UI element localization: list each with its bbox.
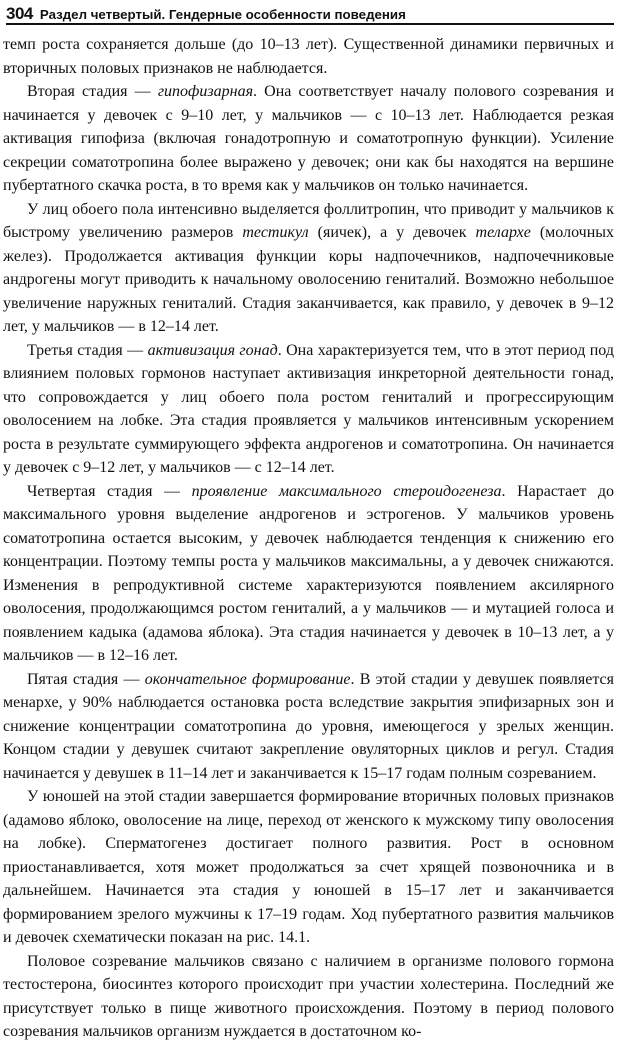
text-run: . Она характеризуется тем, что в этот период под влиянием половых гормонов наступает активизация инкреторной деятельности гонад, что сопровождается у лиц обоего пола ростом гениталий и прогрессирующим оволосением на лобке. Эта стадия проявляется у мальчиков интенсивным ускорением роста в результате суммирующего эффекта андрогенов и соматотропина. Он начинается у девочек с 9–12 лет, у мальчиков — с 12–14 лет. — [3, 341, 614, 476]
italic-term: проявление максимального стероидогенеза — [191, 482, 502, 500]
italic-term: окончательное формирование — [144, 670, 351, 688]
page-header — [6, 3, 614, 25]
paragraph — [3, 80, 614, 198]
text-run: Четвертая стадия — — [27, 482, 192, 500]
page-number: 304 — [6, 4, 33, 23]
paragraph — [3, 33, 614, 80]
text-run: У лиц обоего пола интенсивно выделяется фоллитропин, что приводит у мальчиков к быстрому увеличению размеров — [3, 200, 614, 241]
text-run: У юношей на этой стадии завершается формирование вторичных половых признаков (адамово яблоко, оволосение на лице, переход от женского к мужскому типу оволосения на лобке). Сперматогенез достигает полного развития. Рост в основном приостанавливается, хотя может продолжаться за счет хрящей позвоночника и в дальнейшем. Начинается эта стадия у юношей в 15–17 лет и заканчивается формированием зрелого мужчины к 17–19 годам. Ход пубертатного развития мальчиков и девочек схематически показан на рис. 14.1. — [3, 788, 614, 946]
text-run: Пятая стадия — — [27, 670, 145, 688]
italic-term: активизация гонад — [147, 341, 278, 359]
text-run: . Она соответствует началу полового созревания и начинается у девочек с 9–10 лет, у мальчиков — с 10–13 лет. Наблюдается резкая активация гипофиза (включая гонадотропную и соматотропную функции). Усиление секреции соматотропина более выражено у девочек; они как бы находятся на вершине пубертатного скачка роста, в то время как у мальчиков он только начинается. — [3, 83, 614, 194]
text-run: (молочных желез). Продолжается активация функции коры надпочечников, надпочечниковые андрогены могут приводить к начальному оволосению гениталий. Возможно небольшое увеличение наружных гениталий. Стадия заканчивается, как правило, у девочек в 9–12 лет, у мальчиков — в 12–14 лет. — [3, 224, 615, 335]
text-run: Третья стадия — — [27, 341, 148, 359]
paragraph — [3, 950, 614, 1044]
text-run: . Нарастает до максимального уровня выделение андрогенов и эстрогенов. У мальчиков уровень соматотропина остается высоким, у девочек наблюдается тенденция к снижению его концентрации. Поэтому темпы роста у мальчиков максимальны, а у девочек снижаются. Изменения в репродуктивной системе характеризуются появлением аксилярного оволосения, продолжающимся ростом гениталий, а у мальчиков — и мутацией голоса и появлением кадыка (адамова яблока). Эта стадия начинается у девочек в 10–13 лет, а у мальчиков — в 12–16 лет. — [3, 482, 615, 664]
text-run: Половое созревание мальчиков связано с наличием в организме полового гормона тестостерона, биосинтез которого происходит при участии холестерина. Последний же присутствует только в пище животного происхождения. Поэтому в период полового созревания мальчиков организм нуждается в достаточном ко- — [3, 952, 614, 1040]
paragraph — [3, 785, 614, 950]
text-run: . В этой стадии у девушек появляется менархе, у 90% наблюдается остановка роста вследствие закрытия эпифизарных зон и снижение концентрации соматотропина до уровня, имеющегося у зрелых женщин. Концом стадии у девушек считают закрепление овуляторных циклов и регул. Стадия начинается у девушек в 11–14 лет и заканчивается к 15–17 годам полным созреванием. — [3, 670, 614, 782]
italic-term: тестикул — [242, 224, 309, 241]
text-run: (яичек), а у девочек — [308, 224, 476, 241]
italic-term: телархе — [475, 224, 531, 241]
paragraph — [3, 198, 614, 339]
running-title: Раздел четвертый. Гендерные особенности поведения — [39, 7, 406, 22]
body-text — [3, 33, 614, 1044]
text-run: Вторая стадия — — [27, 83, 158, 100]
italic-term: гипофизарная — [157, 83, 254, 100]
paragraph — [3, 339, 614, 480]
text-run: темп роста сохраняется дольше (до 10–13 лет). Существенной динамики первичных и вторичных половых признаков не наблюдается. — [3, 36, 614, 77]
paragraph — [3, 480, 614, 668]
paragraph — [3, 668, 614, 786]
